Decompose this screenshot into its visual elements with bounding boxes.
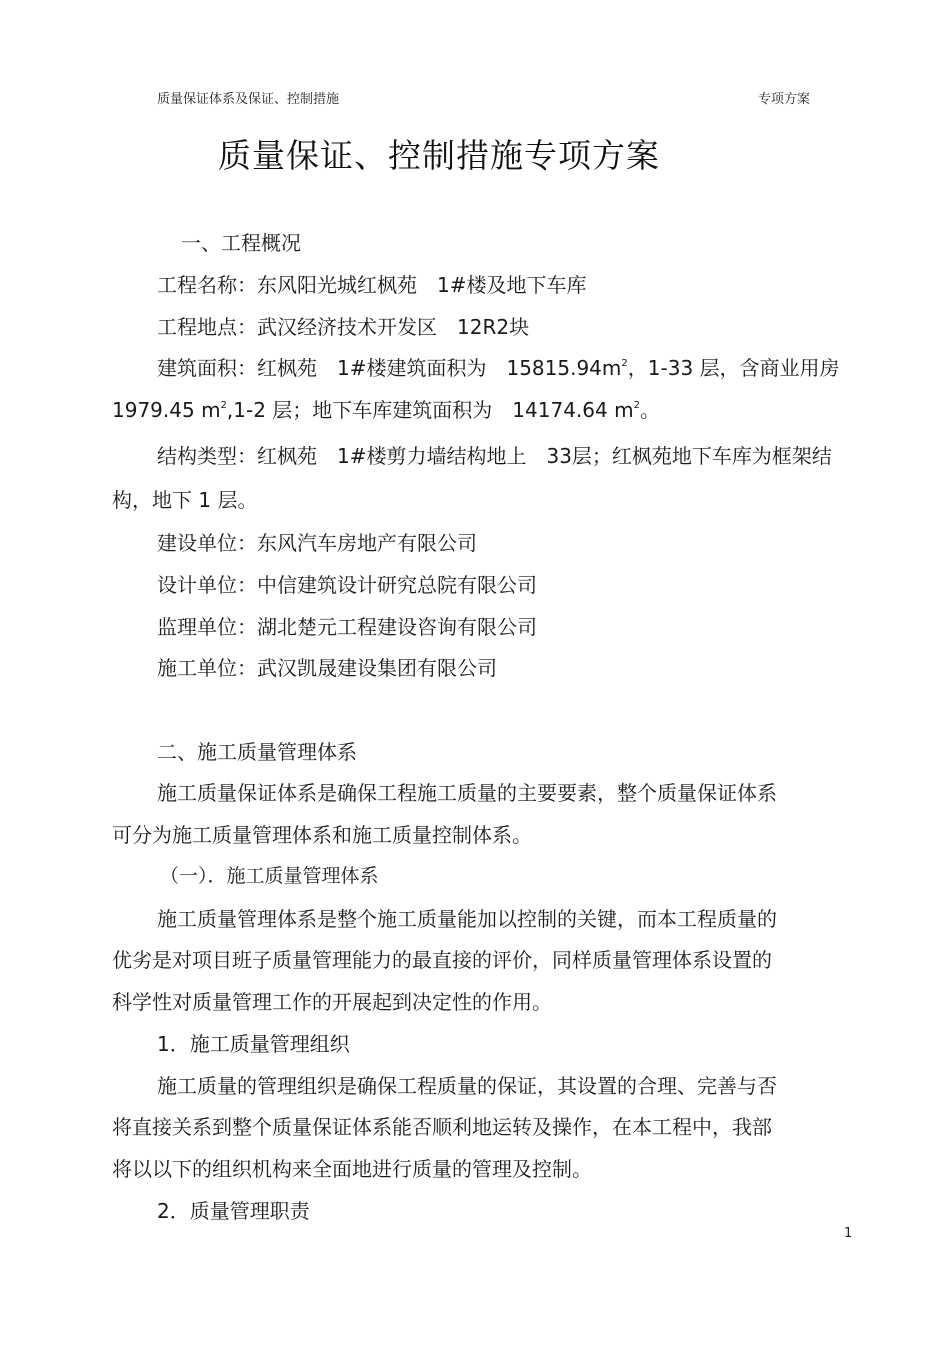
designer-line: 设计单位：中信建筑设计研究总院有限公司 [157, 573, 537, 597]
document-title: 质量保证、控制措施专项方案 [218, 136, 660, 175]
item1-heading: 1．施工质量管理组织 [157, 1032, 350, 1056]
header-left-text: 质量保证体系及保证、控制措施 [157, 92, 340, 107]
project-name-line: 工程名称：东风阳光城红枫苑 1#楼及地下车库 [157, 273, 587, 297]
subsection1-heading: （一）．施工质量管理体系 [160, 865, 379, 887]
item1-line-2: 将直接关系到整个质量保证体系能否顺利地运转及操作，在本工程中，我部 [112, 1115, 772, 1139]
area-end-text: 。 [639, 398, 660, 422]
owner-line: 建设单位：东风汽车房地产有限公司 [157, 531, 477, 555]
area-superscript: 2 [633, 400, 640, 411]
item2-heading: 2．质量管理职责 [157, 1199, 310, 1223]
section2-intro-line-1: 施工质量保证体系是确保工程施工质量的主要要素，整个质量保证体系 [157, 781, 777, 805]
section1-heading: 一、工程概况 [181, 231, 301, 255]
subsection1-line-3: 科学性对质量管理工作的开展起到决定性的作用。 [112, 990, 552, 1014]
building-area-line-1 [157, 352, 840, 381]
building-area-text-b: ，1-33 层，含商业用房 [627, 356, 840, 380]
area-superscript: 2 [220, 400, 227, 411]
structure-type-line-1: 结构类型：红枫苑 1#楼剪力墙结构地上 33层；红枫苑地下车库为框架结 [157, 444, 832, 468]
building-area-line-2 [112, 394, 660, 423]
section2-heading: 二、施工质量管理体系 [157, 740, 357, 764]
area-superscript: 2 [621, 358, 628, 369]
subsection1-line-1: 施工质量管理体系是整个施工质量能加以控制的关键，而本工程质量的 [157, 907, 777, 931]
item1-line-1: 施工质量的管理组织是确保工程质量的保证，其设置的合理、完善与否 [157, 1074, 777, 1098]
subsection1-line-2: 优劣是对项目班子质量管理能力的最直接的评价，同样质量管理体系设置的 [112, 948, 772, 972]
commercial-area-text: 1979.45 m [112, 398, 221, 422]
supervisor-line: 监理单位：湖北楚元工程建设咨询有限公司 [157, 615, 537, 639]
structure-type-line-2: 构，地下 1 层。 [112, 488, 258, 512]
section2-intro-line-2: 可分为施工质量管理体系和施工质量控制体系。 [112, 823, 532, 847]
contractor-line: 施工单位：武汉凯晟建设集团有限公司 [157, 656, 497, 680]
page-number: 1 [844, 1226, 853, 1241]
header-right-text: 专项方案 [758, 92, 811, 107]
item1-line-3: 将以以下的组织机构来全面地进行质量的管理及控制。 [112, 1157, 592, 1181]
building-area-text-a: 建筑面积：红枫苑 1#楼建筑面积为 15815.94m [157, 356, 622, 380]
garage-area-text: ,1-2 层；地下车库建筑面积为 14174.64 m [226, 398, 634, 422]
project-site-line: 工程地点：武汉经济技术开发区 12R2块 [157, 315, 530, 339]
